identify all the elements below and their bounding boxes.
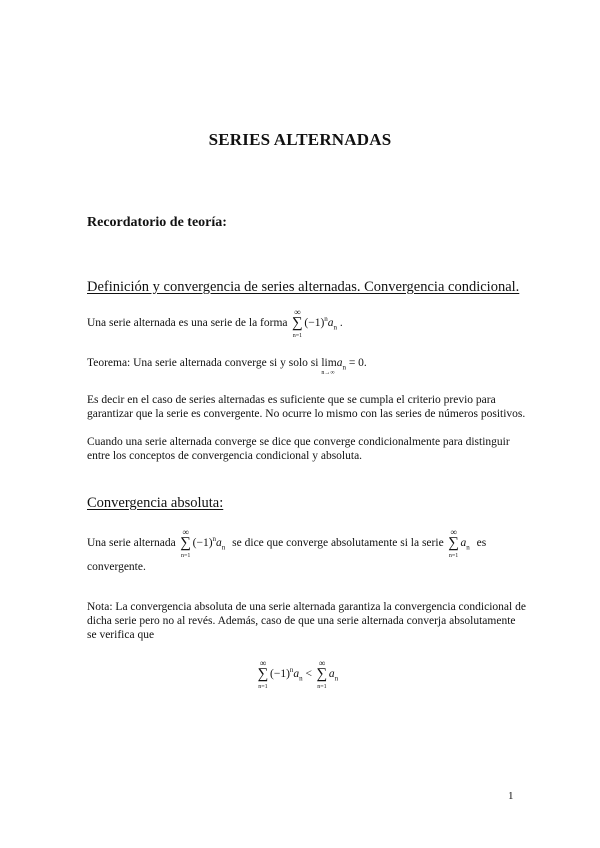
page-number: 1 [508, 790, 514, 802]
theorem-line [87, 357, 367, 376]
definition-text: Una serie alternada es una serie de la forma [87, 316, 288, 329]
alternating-series-formula: ∞ ∑ n=1 $(-1)^na_n$ [180, 526, 226, 559]
inequality-formula: ∞ ∑ n=1 $(-1)^na_n$ < ∞ ∑ n=1 $a_n$ [257, 657, 339, 690]
definition-line [87, 306, 343, 339]
absolute-text-1: Una serie alternada [87, 536, 176, 549]
explanation-paragraph: Es decir en el caso de series alternadas es suficiente que se cumpla el criterio previo para garantizar que la serie es convergente. No ocurre lo mismo con las series de números positivos. [87, 394, 526, 420]
theory-subheading: Recordatorio de teoría: [87, 215, 227, 230]
section-heading-definition: Definición y convergencia de series alternadas. Convergencia condicional. [87, 279, 520, 295]
nota-paragraph: Nota: La convergencia absoluta de una serie alternada garantiza la convergencia condicional de dicha serie pero no al revés. Además, caso de que una serie alternada converja absolutamente se verifica que [87, 601, 526, 641]
absolute-definition-line [87, 526, 487, 559]
conditional-paragraph: Cuando una serie alternada converge se dice que converge condicionalmente para distinguir entre los conceptos de convergencia condicional y absoluta. [87, 436, 510, 462]
theorem-formula: lim n→∞ $a_n = 0$. [321, 357, 367, 376]
theorem-text: Teorema: Una serie alternada converge si y solo si [87, 357, 319, 369]
positive-series-formula: ∞ ∑ n=1 $a_n$ [448, 526, 470, 559]
absolute-text-2: se dice que converge absolutamente si la serie [232, 536, 444, 549]
page-title: SERIES ALTERNADAS [208, 130, 392, 149]
absolute-line-end: convergente. [87, 561, 146, 573]
definition-formula: ∞ ∑ n=1 $(-1)^na_n$ . [292, 306, 343, 339]
absolute-text-3: es [476, 536, 487, 549]
section-heading-absolute: Convergencia absoluta: [87, 495, 224, 511]
